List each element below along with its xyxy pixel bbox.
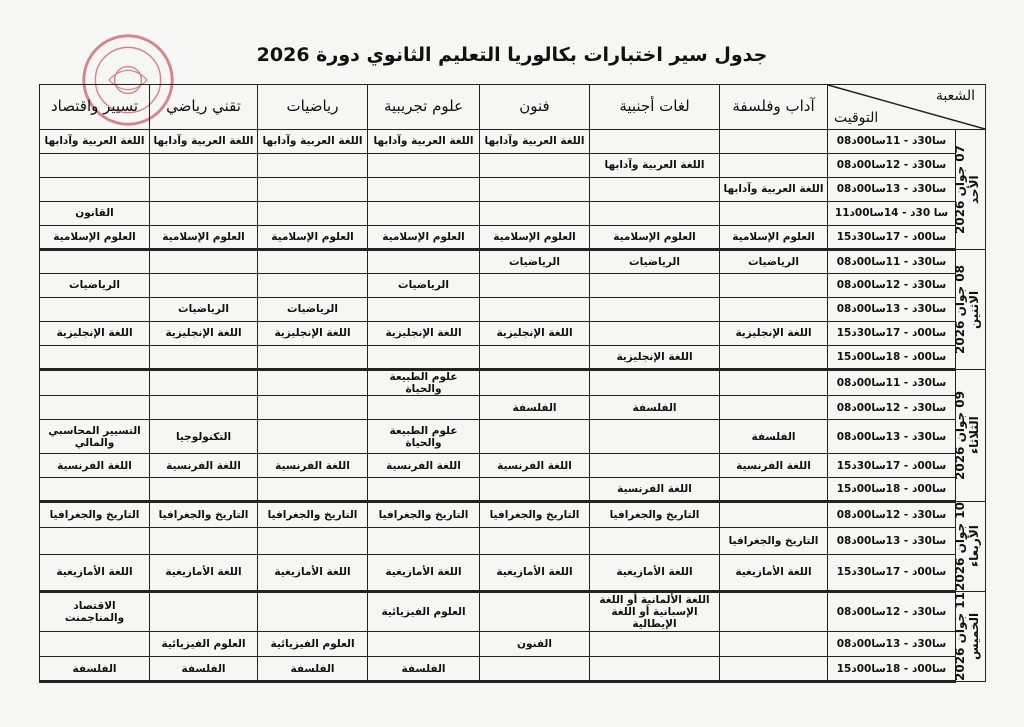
- subject-cell: اللغة الإنجليزية: [258, 322, 368, 346]
- subject-cell: العلوم الإسلامية: [368, 226, 480, 250]
- subject-cell: اللغة العربية وآدابها: [720, 178, 828, 202]
- time-cell: 08سا30د - 12سا00د: [828, 154, 956, 178]
- subject-cell: [368, 154, 480, 178]
- subject-cell: اللغة العربية وآدابها: [368, 130, 480, 154]
- subject-cell: [258, 528, 368, 554]
- subject-cell: اللغة الأمازيغية: [150, 554, 258, 591]
- subject-cell: [150, 154, 258, 178]
- time-cell: 08سا30د - 13سا00د: [828, 178, 956, 202]
- subject-cell: اللغة الفرنسية: [368, 454, 480, 478]
- subject-cell: الفلسفة: [480, 396, 590, 420]
- subject-cell: الرياضيات: [258, 298, 368, 322]
- subject-cell: اللغة العربية وآدابها: [40, 130, 150, 154]
- subject-cell: اللغة الفرنسية: [480, 454, 590, 478]
- subject-cell: [40, 298, 150, 322]
- subject-cell: [720, 202, 828, 226]
- subject-cell: [480, 154, 590, 178]
- stream-header: آداب وفلسفة: [720, 85, 828, 130]
- subject-cell: [40, 250, 150, 274]
- time-cell: 08سا30د - 12سا00د: [828, 396, 956, 420]
- header-row: [40, 85, 986, 130]
- schedule-row: [40, 130, 986, 154]
- subject-cell: [480, 346, 590, 370]
- subject-cell: [590, 528, 720, 554]
- subject-cell: [720, 130, 828, 154]
- subject-cell: الرياضيات: [150, 298, 258, 322]
- subject-cell: [720, 274, 828, 298]
- time-cell: 11سا 30د - 14سا00د: [828, 202, 956, 226]
- subject-cell: [480, 420, 590, 454]
- subject-cell: [40, 632, 150, 657]
- subject-cell: [258, 370, 368, 396]
- subject-cell: الفلسفة: [150, 657, 258, 682]
- subject-cell: [150, 370, 258, 396]
- subject-cell: العلوم الفيزيائية: [258, 632, 368, 657]
- subject-cell: [150, 250, 258, 274]
- subject-cell: [150, 478, 258, 502]
- subject-cell: [480, 202, 590, 226]
- day-label-wrap: [954, 592, 982, 681]
- subject-cell: الفلسفة: [368, 657, 480, 682]
- subject-cell: اللغة الألمانية أو اللغة الإسبانية أو اللغة الإيطالية: [590, 592, 720, 632]
- day-cell: [953, 250, 986, 370]
- header-corner-cell: [828, 85, 986, 130]
- subject-cell: [40, 370, 150, 396]
- schedule-row: [40, 396, 986, 420]
- subject-cell: [258, 478, 368, 502]
- subject-cell: اللغة الأمازيغية: [40, 554, 150, 591]
- subject-cell: الرياضيات: [40, 274, 150, 298]
- time-cell: 15سا00د - 18سا00د: [828, 346, 956, 370]
- subject-cell: [258, 202, 368, 226]
- subject-cell: [720, 154, 828, 178]
- schedule-row: [40, 478, 986, 502]
- stream-header: تقني رياضي: [150, 85, 258, 130]
- subject-cell: الفلسفة: [40, 657, 150, 682]
- schedule-row: [40, 592, 986, 632]
- subject-cell: اللغة الفرنسية: [258, 454, 368, 478]
- subject-cell: اللغة الأمازيغية: [368, 554, 480, 591]
- subject-cell: [720, 592, 828, 632]
- subject-cell: الفلسفة: [258, 657, 368, 682]
- schedule-row: [40, 250, 986, 274]
- day-date: 11 جوان 2026: [953, 592, 968, 682]
- subject-cell: [368, 178, 480, 202]
- subject-cell: [720, 370, 828, 396]
- subject-cell: التسيير المحاسبي والمالي: [40, 420, 150, 454]
- schedule-row: [40, 322, 986, 346]
- day-cell: [953, 130, 986, 250]
- schedule-row: [40, 154, 986, 178]
- day-label-wrap: [954, 391, 982, 480]
- subject-cell: الرياضيات: [368, 274, 480, 298]
- subject-cell: العلوم الفيزيائية: [368, 592, 480, 632]
- subject-cell: اللغة الإنجليزية: [150, 322, 258, 346]
- day-cell: [953, 592, 986, 682]
- subject-cell: [480, 370, 590, 396]
- day-name: الخميس: [967, 613, 982, 661]
- time-cell: 15سا00د - 18سا00د: [828, 478, 956, 502]
- subject-cell: [480, 478, 590, 502]
- subject-cell: [150, 396, 258, 420]
- subject-cell: [150, 178, 258, 202]
- subject-cell: [258, 250, 368, 274]
- day-name: الأحد: [967, 175, 982, 204]
- subject-cell: [150, 592, 258, 632]
- stream-header: علوم تجريبية: [368, 85, 480, 130]
- subject-cell: اللغة الأمازيغية: [720, 554, 828, 591]
- subject-cell: [590, 130, 720, 154]
- subject-cell: [590, 202, 720, 226]
- subject-cell: [720, 657, 828, 682]
- subject-cell: العلوم الإسلامية: [720, 226, 828, 250]
- day-name: الثلاثاء: [967, 416, 982, 455]
- schedule-row: [40, 454, 986, 478]
- subject-cell: اللغة الأمازيغية: [480, 554, 590, 591]
- subject-cell: [480, 298, 590, 322]
- subject-cell: التاريخ والجغرافيا: [40, 502, 150, 528]
- subject-cell: [480, 528, 590, 554]
- time-cell: 08سا30د - 11سا00د: [828, 250, 956, 274]
- subject-cell: [590, 420, 720, 454]
- subject-cell: علوم الطبيعة والحياة: [368, 370, 480, 396]
- subject-cell: [590, 322, 720, 346]
- time-cell: 08سا30د - 13سا00د: [828, 420, 956, 454]
- subject-cell: اللغة الإنجليزية: [480, 322, 590, 346]
- subject-cell: اللغة العربية وآدابها: [590, 154, 720, 178]
- stream-header: فنون: [480, 85, 590, 130]
- day-date: 07 جوان 2026: [953, 145, 968, 234]
- subject-cell: العلوم الإسلامية: [40, 226, 150, 250]
- schedule-row: [40, 274, 986, 298]
- subject-cell: [590, 632, 720, 657]
- subject-cell: التاريخ والجغرافيا: [590, 502, 720, 528]
- page-title: جدول سير اختبارات بكالوريا التعليم الثانوي دورة 2026: [256, 44, 768, 66]
- day-cell: [953, 370, 986, 502]
- subject-cell: اللغة الفرنسية: [40, 454, 150, 478]
- day-date: 10 جوان 2026: [953, 502, 968, 592]
- subject-cell: اللغة الأمازيغية: [590, 554, 720, 591]
- subject-cell: [590, 178, 720, 202]
- subject-cell: اللغة الإنجليزية: [40, 322, 150, 346]
- subject-cell: [368, 250, 480, 274]
- subject-cell: الرياضيات: [720, 250, 828, 274]
- subject-cell: اللغة الإنجليزية: [720, 322, 828, 346]
- subject-cell: [258, 274, 368, 298]
- subject-cell: [40, 178, 150, 202]
- subject-cell: [480, 274, 590, 298]
- subject-cell: [590, 370, 720, 396]
- subject-cell: [150, 274, 258, 298]
- subject-cell: اللغة الإنجليزية: [590, 346, 720, 370]
- subject-cell: [720, 632, 828, 657]
- subject-cell: التكنولوجيا: [150, 420, 258, 454]
- subject-cell: [258, 178, 368, 202]
- time-cell: 08سا30د - 12سا00د: [828, 592, 956, 632]
- day-label-wrap: [954, 145, 982, 234]
- subject-cell: اللغة الإنجليزية: [368, 322, 480, 346]
- time-cell: 15سا00د - 17سا30د: [828, 454, 956, 478]
- time-cell: 15سا00د - 17سا30د: [828, 322, 956, 346]
- subject-cell: اللغة العربية وآدابها: [150, 130, 258, 154]
- time-cell: 08سا30د - 13سا00د: [828, 298, 956, 322]
- stream-header: تسيير واقتصاد: [40, 85, 150, 130]
- subject-cell: [258, 346, 368, 370]
- subject-cell: [40, 154, 150, 178]
- subject-cell: [40, 478, 150, 502]
- subject-cell: الرياضيات: [590, 250, 720, 274]
- subject-cell: [40, 528, 150, 554]
- schedule-row: [40, 502, 986, 528]
- day-label-wrap: [954, 502, 982, 591]
- schedule-row: [40, 298, 986, 322]
- stream-header-label: الشعبة: [935, 88, 975, 104]
- day-date: 08 جوان 2026: [953, 265, 968, 354]
- time-cell: 08سا30د - 12سا00د: [828, 274, 956, 298]
- subject-cell: [590, 657, 720, 682]
- subject-cell: [368, 478, 480, 502]
- subject-cell: اللغة العربية وآدابها: [480, 130, 590, 154]
- subject-cell: [258, 396, 368, 420]
- schedule-row: [40, 226, 986, 250]
- time-cell: 08سا30د - 13سا00د: [828, 632, 956, 657]
- schedule-row: [40, 528, 986, 554]
- subject-cell: [720, 502, 828, 528]
- time-cell: 08سا30د - 12سا00د: [828, 502, 956, 528]
- subject-cell: [368, 632, 480, 657]
- schedule-row: [40, 420, 986, 454]
- subject-cell: القانون: [40, 202, 150, 226]
- stream-header: رياضيات: [258, 85, 368, 130]
- timing-header-label: التوقيت: [834, 109, 879, 126]
- subject-cell: الفنون: [480, 632, 590, 657]
- subject-cell: التاريخ والجغرافيا: [150, 502, 258, 528]
- subject-cell: [40, 346, 150, 370]
- subject-cell: [368, 528, 480, 554]
- subject-cell: اللغة العربية وآدابها: [258, 130, 368, 154]
- exam-schedule-table: [39, 84, 986, 683]
- subject-cell: [480, 592, 590, 632]
- subject-cell: الفلسفة: [720, 420, 828, 454]
- time-cell: 08سا30د - 13سا00د: [828, 528, 956, 554]
- subject-cell: الفلسفة: [590, 396, 720, 420]
- day-cell: [953, 502, 986, 592]
- subject-cell: العلوم الإسلامية: [480, 226, 590, 250]
- schedule-row: [40, 632, 986, 657]
- subject-cell: العلوم الإسلامية: [258, 226, 368, 250]
- subject-cell: [368, 396, 480, 420]
- subject-cell: [720, 346, 828, 370]
- subject-cell: التاريخ والجغرافيا: [368, 502, 480, 528]
- subject-cell: [720, 396, 828, 420]
- time-cell: 15سا00د - 17سا30د: [828, 554, 956, 591]
- schedule-row: [40, 370, 986, 396]
- day-name: الاثنين: [967, 290, 982, 329]
- time-cell: 15سا00د - 18سا00د: [828, 657, 956, 682]
- schedule-row: [40, 346, 986, 370]
- subject-cell: [480, 657, 590, 682]
- subject-cell: اللغة الأمازيغية: [258, 554, 368, 591]
- time-cell: 15سا00د - 17سا30د: [828, 226, 956, 250]
- schedule-row: [40, 657, 986, 682]
- subject-cell: اللغة الفرنسية: [720, 454, 828, 478]
- subject-cell: [368, 202, 480, 226]
- schedule-row: [40, 202, 986, 226]
- subject-cell: [720, 298, 828, 322]
- subject-cell: التاريخ والجغرافيا: [480, 502, 590, 528]
- subject-cell: العلوم الإسلامية: [150, 226, 258, 250]
- subject-cell: اللغة الفرنسية: [590, 478, 720, 502]
- subject-cell: العلوم الفيزيائية: [150, 632, 258, 657]
- subject-cell: [480, 178, 590, 202]
- subject-cell: [258, 154, 368, 178]
- subject-cell: الرياضيات: [480, 250, 590, 274]
- subject-cell: الاقتصاد والمناجمنت: [40, 592, 150, 632]
- day-date: 09 جوان 2026: [953, 391, 968, 481]
- subject-cell: [150, 346, 258, 370]
- subject-cell: [150, 202, 258, 226]
- time-cell: 08سا30د - 11سا00د: [828, 130, 956, 154]
- subject-cell: [590, 274, 720, 298]
- schedule-row: [40, 178, 986, 202]
- subject-cell: [720, 478, 828, 502]
- subject-cell: العلوم الإسلامية: [590, 226, 720, 250]
- subject-cell: [258, 420, 368, 454]
- stream-header: لغات أجنبية: [590, 85, 720, 130]
- subject-cell: [258, 592, 368, 632]
- subject-cell: اللغة الفرنسية: [150, 454, 258, 478]
- day-label-wrap: [954, 265, 982, 354]
- time-cell: 08سا30د - 11سا00د: [828, 370, 956, 396]
- subject-cell: [590, 298, 720, 322]
- subject-cell: [590, 454, 720, 478]
- subject-cell: [368, 298, 480, 322]
- subject-cell: التاريخ والجغرافيا: [258, 502, 368, 528]
- day-name: الأربعاء: [967, 525, 982, 568]
- subject-cell: [40, 396, 150, 420]
- subject-cell: التاريخ والجغرافيا: [720, 528, 828, 554]
- subject-cell: [150, 528, 258, 554]
- schedule-row: [40, 554, 986, 591]
- subject-cell: [368, 346, 480, 370]
- subject-cell: علوم الطبيعة والحياة: [368, 420, 480, 454]
